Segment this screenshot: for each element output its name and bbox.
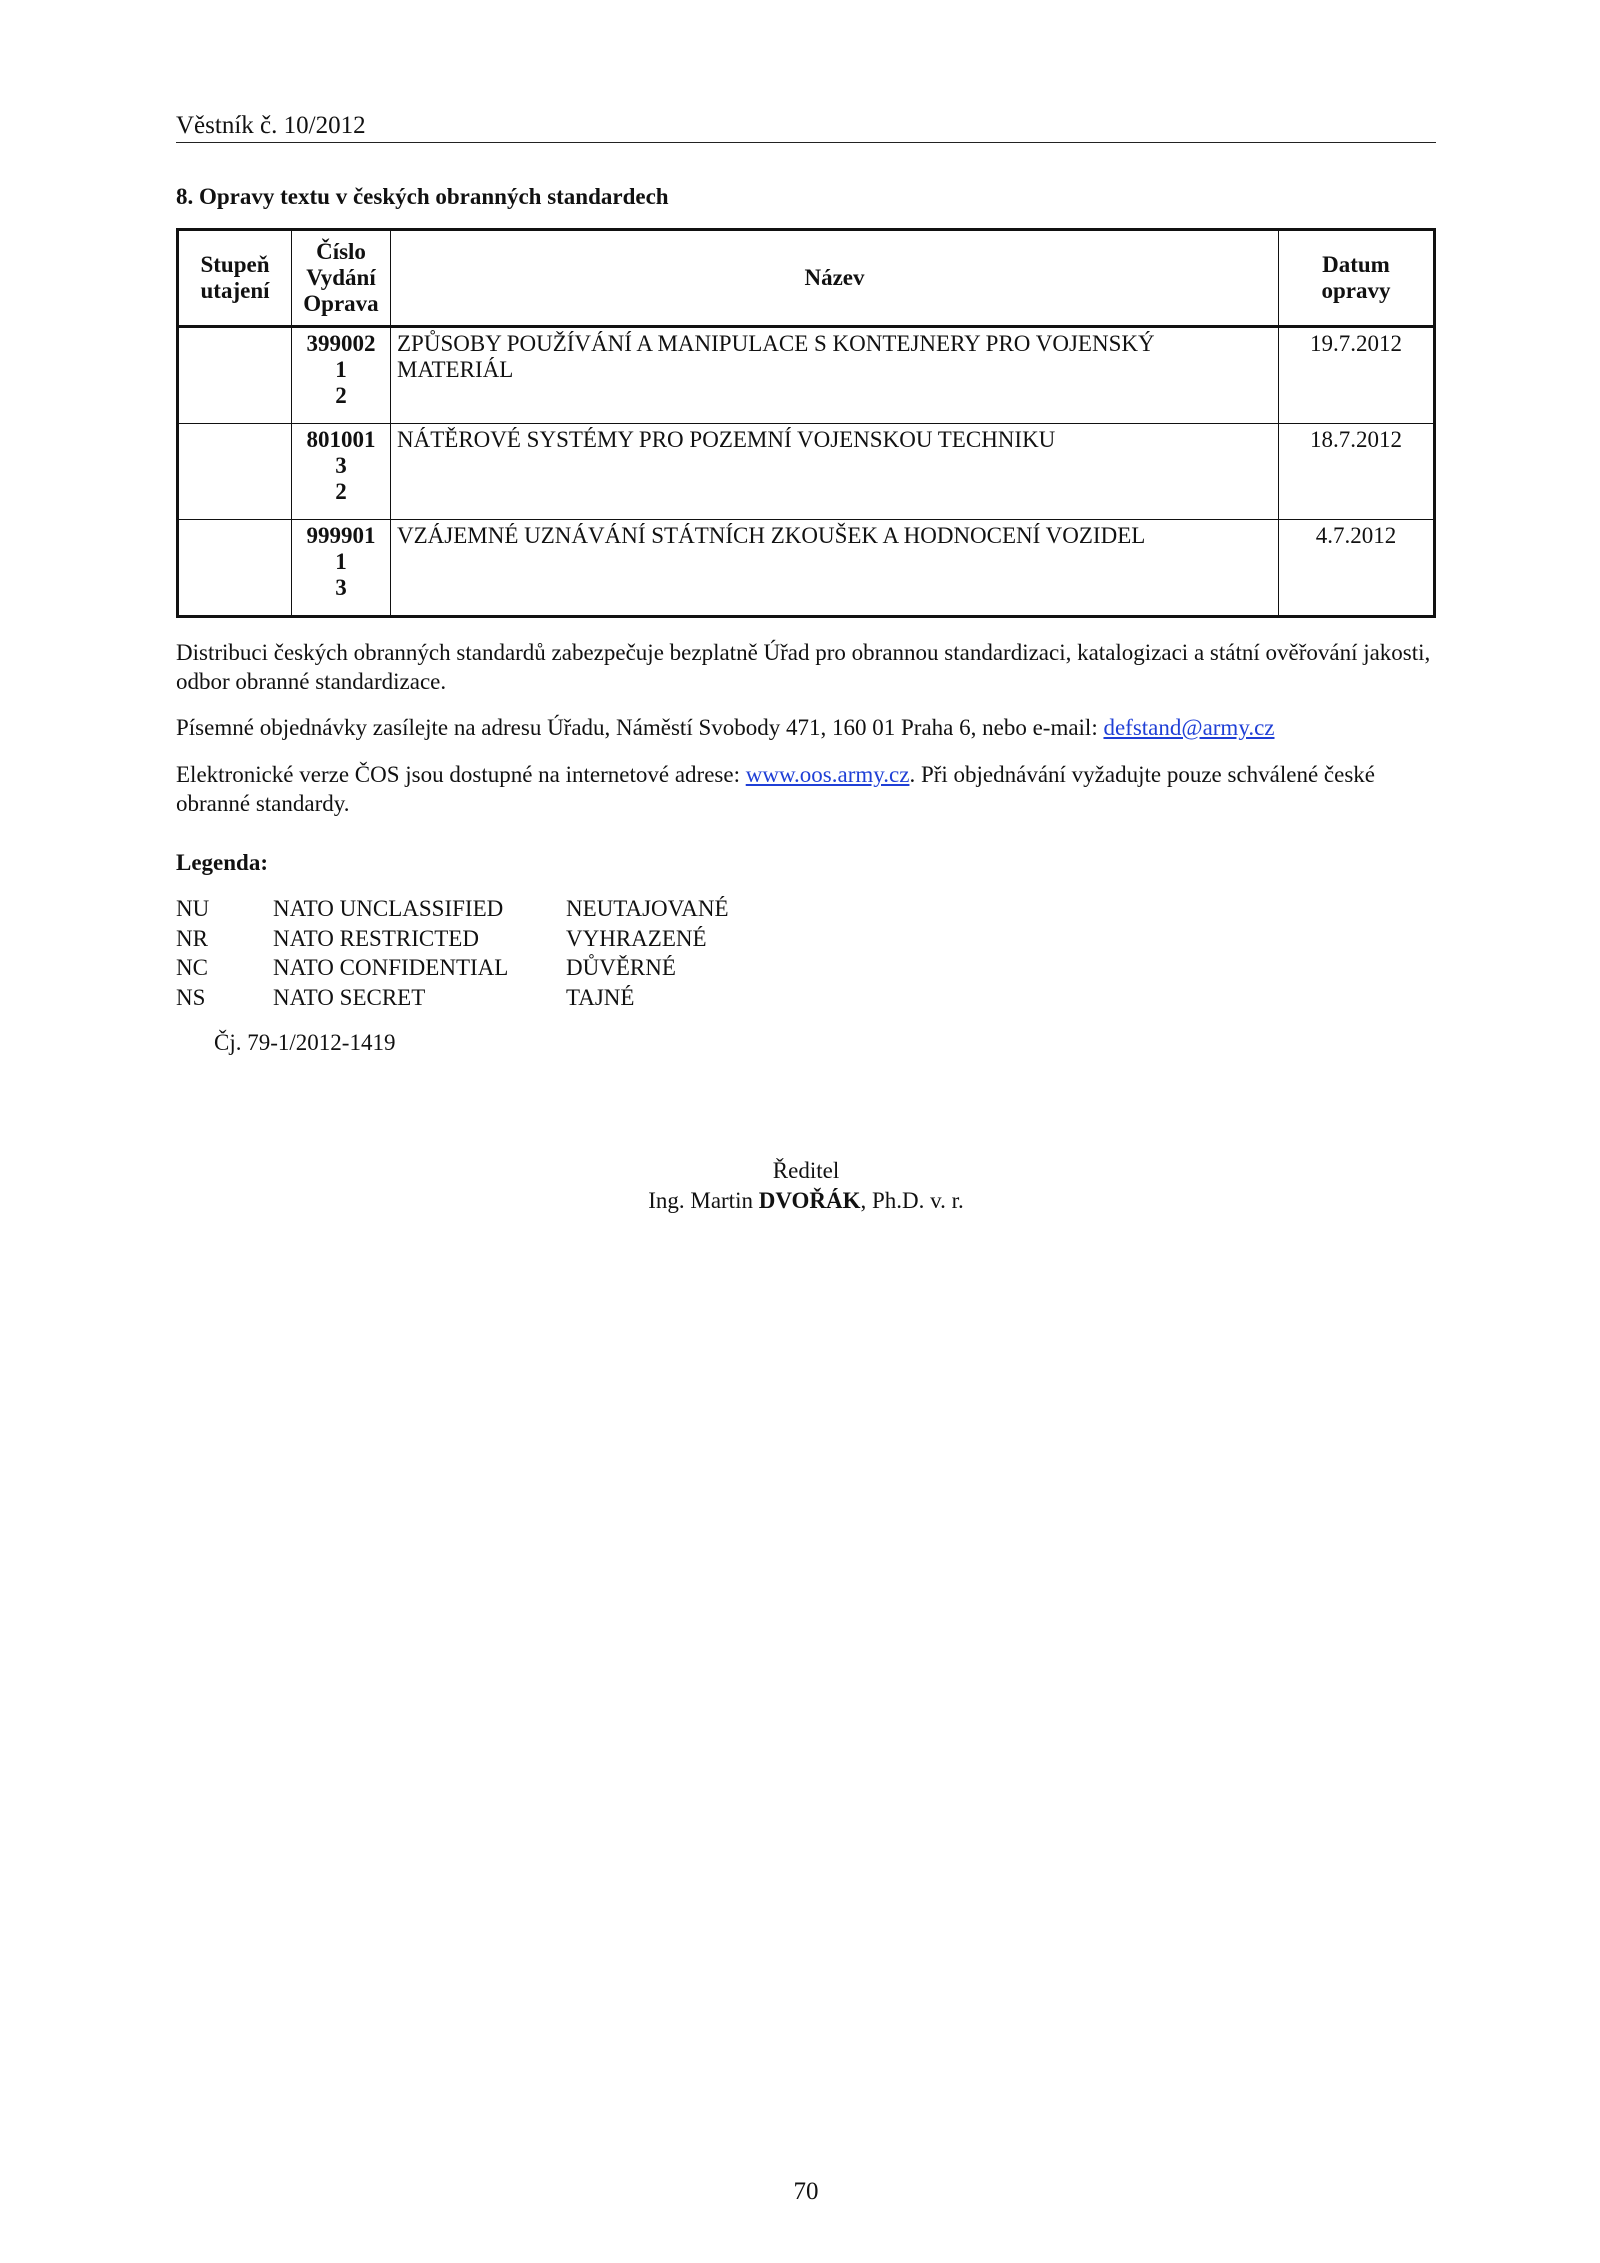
legend-czech: DŮVĚRNÉ — [566, 955, 676, 980]
row-level — [178, 424, 292, 520]
row-title: NÁTĚROVÉ SYSTÉMY PRO POZEMNÍ VOJENSKOU TECHNIKU — [391, 424, 1279, 520]
table-header-row — [178, 230, 1435, 327]
legend-nato: NATO CONFIDENTIAL — [273, 955, 509, 980]
reference-number: Čj. 79-1/2012-1419 — [214, 1030, 396, 1055]
legend-item — [176, 924, 729, 954]
row-edition: 1 — [335, 549, 347, 574]
row-date: 19.7.2012 — [1279, 327, 1435, 424]
legend-nato: NATO SECRET — [273, 984, 426, 1010]
legend-list — [176, 894, 729, 1012]
signature-prefix: Ing. Martin — [648, 1188, 759, 1213]
section-title: 8. Opravy textu v českých obranných standardech — [176, 184, 669, 209]
legend-title: Legenda: — [176, 850, 268, 875]
row-edition: 1 — [335, 357, 347, 382]
signature-name — [176, 1188, 1436, 1214]
legend-nato: NATO RESTRICTED — [273, 925, 479, 951]
row-edition: 3 — [335, 453, 347, 478]
legend-item — [176, 983, 729, 1013]
email-link[interactable]: defstand@army.cz — [1103, 715, 1275, 740]
row-date: 4.7.2012 — [1279, 520, 1435, 617]
row-level — [178, 327, 292, 424]
distribution-paragraph: Distribuci českých obranných standardů zabezpečuje bezplatně Úřad pro obrannou standardizaci, katalogizaci a státní ověřování jakosti, odbor obranné standardizace. — [176, 640, 1431, 694]
legend-code: NR — [176, 925, 208, 951]
row-number-cell — [292, 327, 391, 424]
row-number: 399002 — [306, 331, 376, 356]
row-number-cell — [292, 424, 391, 520]
signature-role: Ředitel — [772, 1158, 840, 1183]
row-title: VZÁJEMNÉ UZNÁVÁNÍ STÁTNÍCH ZKOUŠEK A HODNOCENÍ VOZIDEL — [391, 520, 1279, 617]
journal-header: Věstník č. 10/2012 — [176, 112, 1436, 143]
orders-paragraph — [176, 713, 1436, 742]
table-row — [178, 327, 1435, 424]
signature-suffix: , Ph.D. v. r. — [860, 1188, 964, 1213]
row-correction: 3 — [335, 575, 347, 600]
header-level: Stupeň utajení — [178, 230, 292, 327]
legend-czech: TAJNÉ — [566, 984, 635, 1010]
header-title: Název — [391, 230, 1279, 327]
row-correction: 2 — [335, 383, 347, 408]
table-row — [178, 424, 1435, 520]
legend-code: NC — [176, 955, 208, 980]
row-date: 18.7.2012 — [1279, 424, 1435, 520]
legend-code: NS — [176, 984, 206, 1010]
row-number-cell — [292, 520, 391, 617]
legend-item — [176, 894, 729, 924]
signature-surname: DVOŘÁK — [758, 1188, 861, 1213]
standards-table — [176, 228, 1436, 618]
header-number: Číslo Vydání Oprava — [292, 230, 391, 327]
header-date: Datum opravy — [1279, 230, 1435, 327]
legend-item — [176, 953, 729, 983]
legend-nato: NATO UNCLASSIFIED — [273, 896, 504, 921]
table-row — [178, 520, 1435, 617]
legend-czech: NEUTAJOVANÉ — [566, 896, 729, 921]
row-level — [178, 520, 292, 617]
row-number: 801001 — [306, 427, 376, 452]
website-link[interactable]: www.oos.army.cz — [745, 762, 910, 787]
row-title: ZPŮSOBY POUŽÍVÁNÍ A MANIPULACE S KONTEJNERY PRO VOJENSKÝ MATERIÁL — [391, 327, 1279, 424]
electronic-text-end: . Při objednávání vyžadujte pouze schválené české obranné standardy. — [176, 762, 1376, 816]
legend-code: NU — [176, 896, 210, 921]
legend-czech: VYHRAZENÉ — [566, 925, 707, 951]
row-correction: 2 — [335, 479, 347, 504]
row-number: 999901 — [306, 523, 376, 548]
page-number: 70 — [793, 2178, 819, 2205]
electronic-paragraph — [176, 760, 1436, 818]
electronic-text: Elektronické verze ČOS jsou dostupné na internetové adrese: — [176, 762, 746, 787]
orders-text: Písemné objednávky zasílejte na adresu Úřadu, Náměstí Svobody 471, 160 01 Praha 6, nebo e-mail: — [176, 715, 1104, 740]
